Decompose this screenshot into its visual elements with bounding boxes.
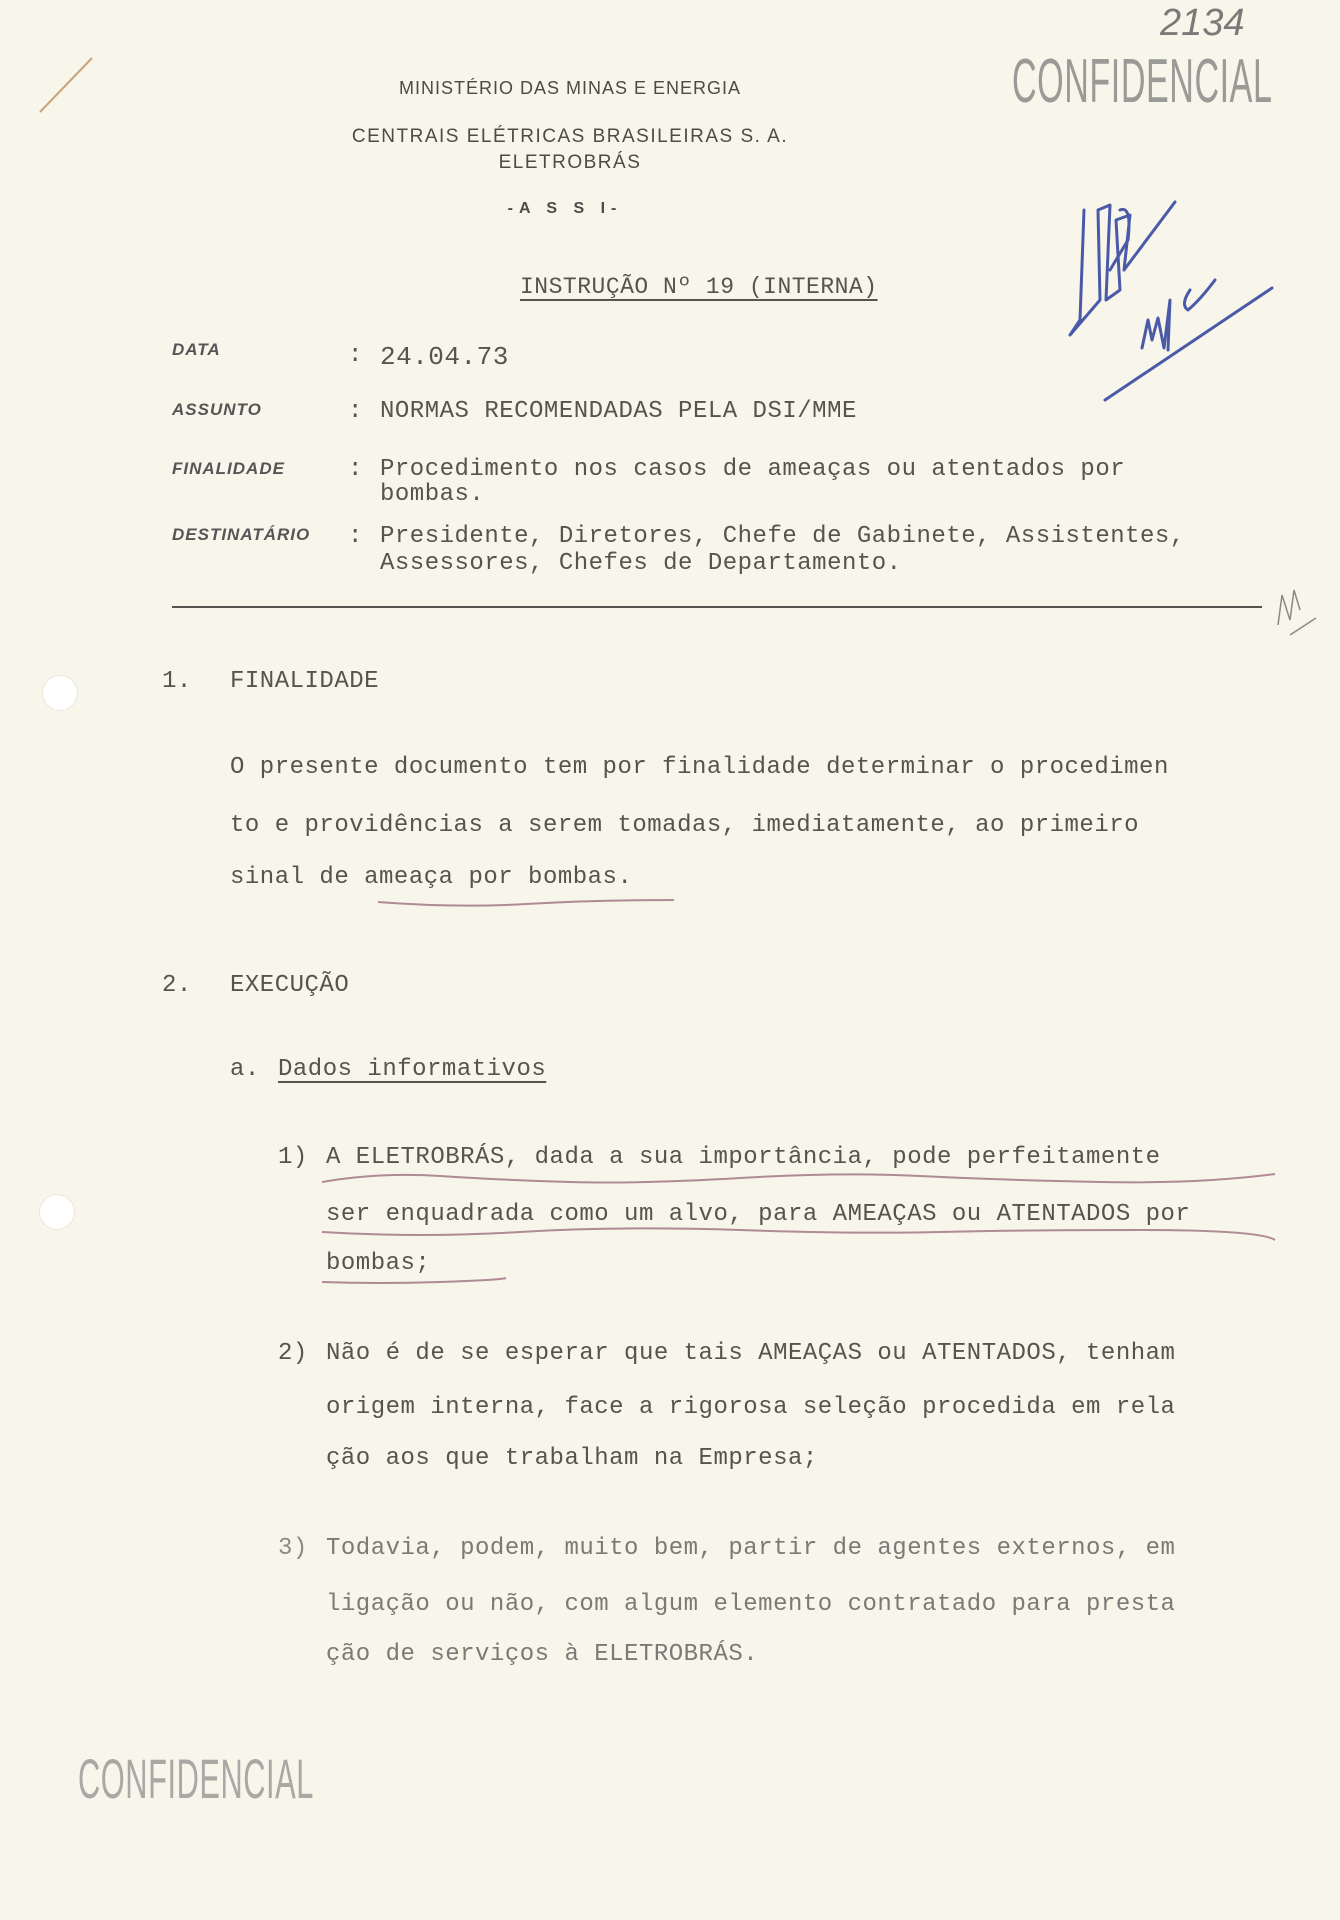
item-2-line: Não é de se esperar que tais AMEAÇAS ou ATENTADOS, tenham [326, 1340, 1176, 1367]
item-1-line: bombas; [326, 1250, 431, 1277]
item-2-line: ção aos que trabalham na Empresa; [326, 1445, 818, 1472]
subsection-a-title: Dados informativos [278, 1056, 547, 1083]
item-1-line: ser enquadrada como um alvo, para AMEAÇAS ou ATENTADOS por [326, 1201, 1191, 1228]
department-code: -A S S I- [507, 200, 623, 217]
field-value-finalidade-line2: bombas. [380, 481, 485, 508]
company-name: CENTRAIS ELÉTRICAS BRASILEIRAS S. A. [351, 126, 789, 147]
section-1-paragraph-line: to e providências a serem tomadas, imediatamente, ao primeiro [230, 812, 1140, 839]
company-short-name: ELETROBRÁS [498, 152, 642, 173]
field-colon: : [348, 398, 363, 425]
field-value-finalidade-line1: Procedimento nos casos de ameaças ou atentados por [380, 456, 1126, 483]
field-colon: : [348, 523, 363, 550]
field-value-assunto: NORMAS RECOMENDADAS PELA DSI/MME [380, 398, 857, 425]
section-1-title: FINALIDADE [230, 668, 380, 695]
separator-rule [172, 606, 1262, 608]
item-2-line: origem interna, face a rigorosa seleção procedida em rela [326, 1394, 1176, 1421]
section-1-paragraph-line: sinal de ameaça por bombas. [230, 864, 633, 891]
ministry-name: MINISTÉRIO DAS MINAS E ENERGIA [398, 78, 742, 98]
section-2-number: 2. [162, 972, 192, 999]
field-label-assunto: ASSUNTO [172, 400, 262, 419]
subsection-a-letter: a. [230, 1056, 260, 1083]
item-3-line: Todavia, podem, muito bem, partir de agentes externos, em [326, 1535, 1176, 1562]
item-1-number: 1) [278, 1144, 308, 1171]
item-3-line: ção de serviços à ELETROBRÁS. [326, 1641, 759, 1668]
field-colon: : [348, 342, 363, 369]
red-pencil-underline [376, 896, 676, 910]
item-3-number: 3) [278, 1535, 308, 1562]
punch-hole-bottom [40, 1195, 74, 1229]
red-pencil-underline [320, 1170, 1280, 1290]
field-value-data: 24.04.73 [380, 342, 509, 372]
handwritten-signature [1040, 180, 1340, 420]
document-title: INSTRUÇÃO Nº 19 (INTERNA) [520, 274, 878, 300]
section-1-number: 1. [162, 668, 192, 695]
punch-hole-top [43, 676, 77, 710]
field-label-destinatario: DESTINATÁRIO [172, 525, 311, 544]
confidential-stamp-bottom: CONFIDENCIAL [78, 1747, 314, 1810]
field-value-destinatario-line2: Assessores, Chefes de Departamento. [380, 550, 902, 577]
initials-mark [1270, 580, 1320, 640]
section-1-paragraph-line: O presente documento tem por finalidade determinar o procedimen [230, 754, 1169, 781]
item-3-line: ligação ou não, com algum elemento contratado para presta [326, 1591, 1176, 1618]
item-1-line: A ELETROBRÁS, dada a sua importância, pode perfeitamente [326, 1144, 1161, 1171]
field-colon: : [348, 456, 363, 483]
section-2-title: EXECUÇÃO [230, 972, 350, 999]
field-label-data: DATA [172, 340, 221, 359]
field-value-destinatario-line1: Presidente, Diretores, Chefe de Gabinete, Assistentes, [380, 523, 1185, 550]
confidential-stamp-top: CONFIDENCIAL [1012, 47, 1273, 116]
document-number: 2134 [1160, 2, 1245, 44]
item-2-number: 2) [278, 1340, 308, 1367]
field-label-finalidade: FINALIDADE [172, 459, 285, 478]
